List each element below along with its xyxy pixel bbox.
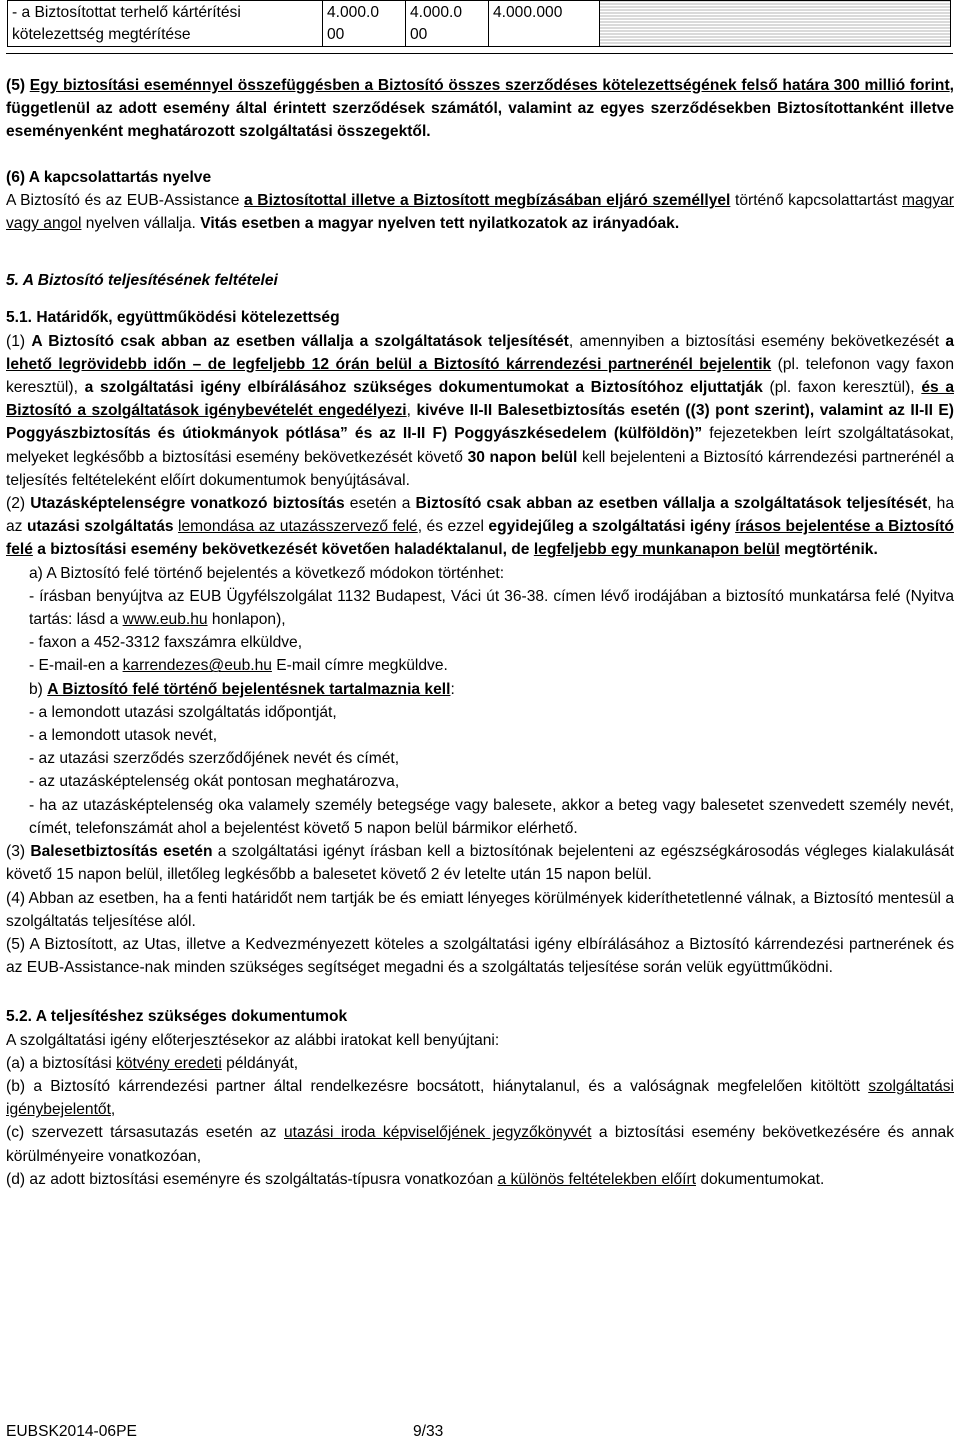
s51-paragraph-1 <box>6 330 954 492</box>
section-5-2-title: 5.2. A teljesítéshez szükséges dokumentumok <box>6 1008 348 1026</box>
s51-p2-b: Utazásképtelenségre vonatkozó biztosítás <box>30 495 345 513</box>
s51-p2-j: egyidejűleg a szolgáltatási igény <box>488 518 736 536</box>
submission-email-text: - E-mail-en a <box>29 657 123 675</box>
s52-c-t1: (c) szervezett társasutazás esetén az <box>6 1124 284 1142</box>
list-item: - az utazási szerződés szerződőjének nevét és címét, <box>29 750 400 768</box>
website-link[interactable]: www.eub.hu <box>122 611 208 629</box>
s51-p2-n: megtörténik. <box>779 541 878 559</box>
s52-a-t3: példányát, <box>221 1054 299 1072</box>
s51-paragraph-5: (5) A Biztosított, az Utas, illetve a Kedvezményezett köteles a szolgáltatási igény elbírálásához a Biztosító kárrendezési partnerének és az EUB-Assistance-nak minden szükséges segítséget megadni és a szolgáltatás teljesítése során velük együttműködni. <box>6 935 954 977</box>
s51-p2-h: lemondása az utazásszervező felé <box>178 518 418 536</box>
email-link[interactable]: karrendezes@eub.hu <box>122 657 272 675</box>
amount-1-line-2: 00 <box>327 26 345 43</box>
s52-item-a <box>6 1052 954 1075</box>
amount-1-line-1: 4.000.0 <box>327 4 380 21</box>
s51-p1-d: a <box>945 332 954 350</box>
table-row <box>8 1 951 47</box>
row-label-cell <box>8 1 323 47</box>
s51-p2-d: Biztosító csak abban az esetben vállalja a szolgáltatások teljesítését <box>415 495 928 513</box>
list-item: - ha az utazásképtelenség oka valamely személy betegsége vagy balesete, akkor a beteg vagy balesetet szenvedett személy nevét, címét, telefonszámát ahol a bejelentést követő 5 napon belül bármikor elérhető. <box>29 796 954 837</box>
s51-p1-m: 30 napon belül <box>467 448 578 466</box>
s51-p3-b: Balesetbiztosítás esetén <box>30 843 213 861</box>
p6-d: magyar vagy angol <box>6 191 954 233</box>
s51-p1-c: , amennyiben a biztosítási esemény bekövetkezését <box>568 332 946 350</box>
s51-p2-e: , ha az <box>6 495 954 536</box>
s51-p2-k: írásos bejelentése a Biztosító felé <box>6 518 954 559</box>
p6-a: A Biztosító és az EUB-Assistance <box>6 191 245 209</box>
paragraph-6-title: (6) A kapcsolattartás nyelve <box>6 168 212 186</box>
s52-item-d <box>6 1168 954 1191</box>
s52-a-t1: (a) a biztosítási <box>6 1054 117 1072</box>
item-b-num: b) <box>29 680 48 698</box>
s51-p2-a: (2) <box>6 495 31 513</box>
s51-paragraph-3 <box>6 840 954 886</box>
amount-cell-3 <box>489 1 600 47</box>
s52-intro: A szolgáltatási igény előterjesztésekor az alábbi iratokat kell benyújtani: <box>6 1031 500 1049</box>
document-page <box>6 0 954 1191</box>
s51-paragraph-4: (4) Abban az esetben, ha a fenti határidőt nem tartják be és emiatt lényeges körülmények kideríthetetlenné válnak, a Biztosító mentesül a szolgáltatás teljesítése alól. <box>6 889 954 930</box>
s52-c-t3: a biztosítási esemény bekövetkezésére és annak körülményeire vonatkozóan, <box>6 1124 955 1165</box>
amount-2-line-1: 4.000.0 <box>410 4 463 21</box>
amount-cell-2 <box>406 1 489 47</box>
p5-rest: ül az adott esemény által érintett szerződések számától, valamint az egyes szerződésekben Biztosítottanként illetve eseményenként meghatározott szolgáltatási összegektől. <box>6 100 954 141</box>
s52-item-b <box>6 1075 954 1121</box>
submission-fax: - faxon a 452-3312 faxszámra elküldve, <box>29 634 303 652</box>
submission-email <box>6 654 954 677</box>
s51-p1-n: kell bejelenteni a Biztosító kárrendezési partnerénél a teljesítés feltételeként előírt dokumentumok benyújtásával. <box>6 448 954 489</box>
s51-p1-l: fejezetekben leírt szolgáltatásokat, melyeket legkésőbb a biztosítási esemény bekövetkezését követő <box>6 425 955 466</box>
s52-item-c <box>6 1121 954 1167</box>
s52-b-t1: (b) a Biztosító kárrendezési partner által rendelkezésre bocsátott, hiánytalanul, és a valóságnak megfelelően kitöltött <box>6 1077 869 1095</box>
row-label-line-1: - a Biztosítottat terhelő kártérítési <box>12 4 241 21</box>
paragraph-5 <box>6 74 954 144</box>
p5-mid: , független <box>6 77 954 118</box>
submission-in-writing <box>6 585 954 631</box>
s51-p3-a: (3) <box>6 843 31 861</box>
paragraph-6 <box>6 189 954 235</box>
limits-table <box>7 0 951 47</box>
s52-d-t3: dokumentumokat. <box>696 1170 825 1188</box>
item-b-colon: : <box>450 680 455 698</box>
s52-b-t3: , <box>110 1101 116 1119</box>
amount-3: 4.000.000 <box>493 4 563 21</box>
s51-p1-h: (pl. faxon keresztül), <box>762 379 922 397</box>
s51-p2-item-b <box>6 678 954 701</box>
s51-p2-m: legfeljebb egy munkanapon belül <box>533 541 780 559</box>
item-b-text: A Biztosító felé történő bejelentésnek tartalmaznia kell <box>47 680 451 698</box>
s51-p1-j: , <box>406 402 417 420</box>
p5-underlined: Egy biztosítási eseménnyel összefüggésben a Biztosító összes szerződéses kötelezettségének felső határa 300 millió forint <box>29 77 950 94</box>
s51-p2-l: a biztosítási esemény bekövetkezését követően haladéktalanul, de <box>32 541 534 559</box>
submission-email-tail: E-mail címre megküldve. <box>271 657 448 675</box>
s51-p1-k: kivéve II-II Balesetbiztosítás esetén ((3) pont szerint), valamint az II-II E) Poggyászbiztosítás és útiokmányok pótlása” és az II-II F) Poggyászkésedelem (külföldön)” <box>6 402 954 443</box>
list-item: - a lemondott utazási szolgáltatás időpontját, <box>29 703 337 721</box>
s52-a-t2: kötvény eredeti <box>116 1054 222 1072</box>
s52-d-t2: a különös feltételekben előírt <box>497 1170 696 1188</box>
submission-in-writing-text: - írásban benyújtva az EUB Ügyfélszolgálat 1132 Budapest, Váci út 36-38. címen lévő irodájában a biztosító munkatársa felé (Nyitva tartás: lásd a <box>29 587 954 629</box>
s51-p1-g: a szolgáltatási igény elbírálásához szükséges dokumentumokat a Biztosítóhoz eljuttatják <box>84 379 763 397</box>
s51-p2-f: utazási szolgáltatás <box>26 518 174 536</box>
list-item: - az utazásképtelenség okát pontosan meghatározva, <box>29 773 400 791</box>
p5-num: (5) <box>6 77 30 94</box>
section-5-title: 5. A Biztosító teljesítésének feltételei <box>6 272 278 290</box>
s51-p1-e: lehető legrövidebb időn – de legfeljebb 12 órán belül a Biztosító kárrendezési partnerénél bejelentik <box>6 355 772 373</box>
s51-p3-c: a szolgáltatási igényt írásban kell a biztosítónak bejelenteni az egészségkárosodás végleges kialakulását követő 15 napon belül, illetőleg legkésőbb a balesetet követő 2 év letelte után 15 napon belül. <box>6 843 955 884</box>
page-footer <box>6 1420 476 1444</box>
s51-p1-i: és a Biztosító a szolgáltatások igénybevételét engedélyezi <box>6 379 955 420</box>
p6-c: történő kapcsolattartást <box>730 191 902 209</box>
s51-p2-c: esetén a <box>344 495 416 513</box>
s51-p1-f: (pl. telefonon vagy faxon keresztül), <box>6 355 954 397</box>
s52-c-t2: utazási iroda képviselőjének jegyzőkönyvét <box>284 1124 592 1142</box>
amount-cell-1 <box>323 1 406 47</box>
s51-p2-i: , és ezzel <box>417 518 489 536</box>
p6-b: a Biztosítottal illetve a Biztosított megbízásában eljáró személlyel <box>244 191 731 209</box>
list-item: - a lemondott utasok nevét, <box>29 727 218 745</box>
s51-p1-a: (1) <box>6 332 32 350</box>
divider <box>6 53 953 54</box>
page-number: 9/33 <box>413 1423 444 1440</box>
s51-paragraph-2 <box>6 492 954 562</box>
empty-hatched-cell <box>600 1 951 47</box>
section-5-1-title: 5.1. Határidők, együttműködési kötelezettség <box>6 309 340 327</box>
document-code: EUBSK2014-06PE <box>6 1423 137 1440</box>
s51-p2-item-a: a) A Biztosító felé történő bejelentés a következő módokon történhet: <box>29 564 505 582</box>
s52-d-t1: (d) az adott biztosítási eseményre és szolgáltatás-típusra vonatkozóan <box>6 1170 498 1188</box>
p6-f: Vitás esetben a magyar nyelven tett nyilatkozatok az irányadóak. <box>200 215 680 233</box>
p6-e: nyelven vállalja. <box>81 215 201 233</box>
submission-in-writing-tail: honlapon), <box>207 611 286 629</box>
s51-p1-b: A Biztosító csak abban az esetben vállalja a szolgáltatások teljesítését <box>31 332 569 350</box>
s52-b-t2: szolgáltatási igénybejelentőt <box>6 1077 954 1119</box>
amount-2-line-2: 00 <box>410 26 428 43</box>
row-label-line-2: kötelezettség megtérítése <box>12 26 191 43</box>
